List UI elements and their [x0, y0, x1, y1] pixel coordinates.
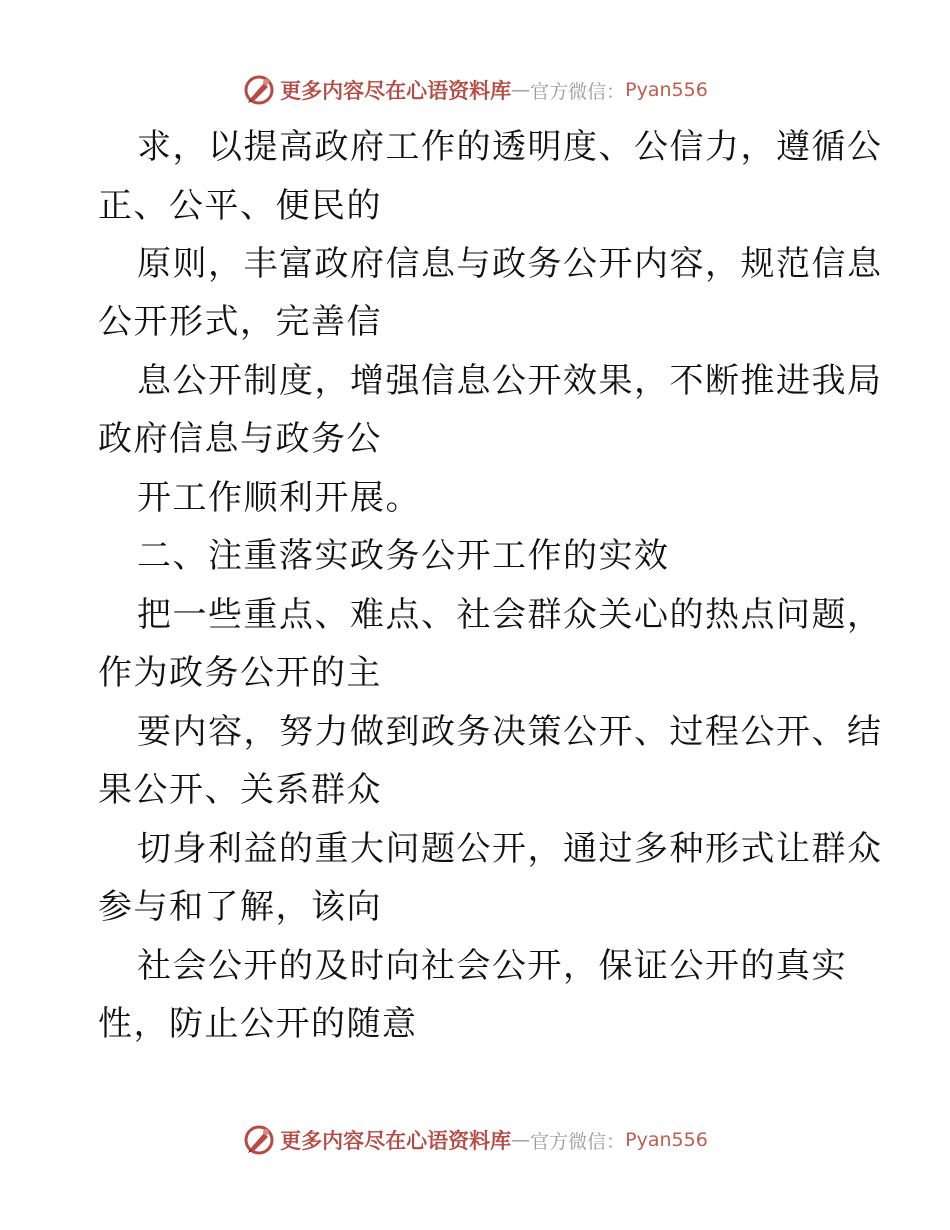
watermark-group: [242, 1123, 708, 1157]
watermark-group: [242, 73, 708, 107]
body-line: 果公开、关系群众: [98, 770, 382, 810]
body-line: 政府信息与政务公: [98, 419, 382, 459]
body-line: 公开形式，完善信: [98, 302, 382, 342]
body-line: 社会公开的及时向社会公开，保证公开的真实: [137, 946, 847, 986]
body-line: 原则，丰富政府信息与政务公开内容，规范信息: [137, 244, 883, 284]
watermark-brand-text: 更多内容尽在心语资料库: [280, 1128, 512, 1153]
header-watermark: [0, 70, 950, 110]
body-line: 要内容，努力做到政务决策公开、过程公开、结: [137, 712, 883, 752]
watermark-wechat-label: 官方微信：: [530, 80, 626, 103]
body-line: 求，以提高政府工作的透明度、公信力，遵循公: [137, 127, 883, 167]
footer-watermark: [0, 1120, 950, 1160]
watermark-wechat-id: Pyan556: [625, 1129, 708, 1151]
pen-logo-icon: [242, 73, 276, 107]
body-line: 切身利益的重大问题公开，通过多种形式让群众: [137, 829, 883, 869]
watermark-brand-text: 更多内容尽在心语资料库: [280, 78, 512, 103]
body-line: 性，防止公开的随意: [98, 1004, 418, 1044]
body-line: 把一些重点、难点、社会群众关心的热点问题，: [137, 595, 883, 635]
body-line: 参与和了解，该向: [98, 887, 382, 927]
pen-logo-icon: [242, 1123, 276, 1157]
watermark-wechat-label: 官方微信：: [530, 1130, 626, 1153]
body-line: 正、公平、便民的: [98, 186, 382, 226]
watermark-dash: —: [511, 79, 531, 101]
body-line: 作为政务公开的主: [98, 653, 382, 693]
watermark-wechat-id: Pyan556: [625, 79, 708, 101]
body-line: 息公开制度，增强信息公开效果，不断推进我局: [137, 361, 883, 401]
body-line: 开工作顺利开展。: [137, 478, 421, 518]
section-heading: 二、注重落实政务公开工作的实效: [137, 536, 670, 576]
watermark-dash: —: [511, 1129, 531, 1151]
